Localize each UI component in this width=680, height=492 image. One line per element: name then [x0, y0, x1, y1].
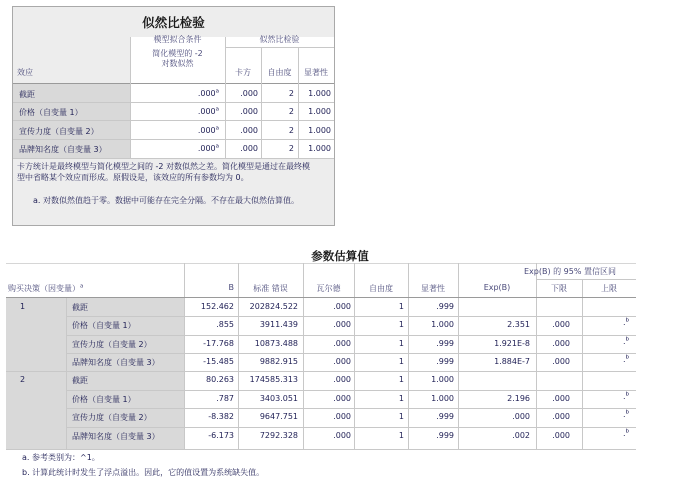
- param-row-b: 80.263: [206, 375, 234, 384]
- param-row-se: 3403.051: [259, 394, 298, 403]
- lrt-row-df: 2: [288, 144, 294, 153]
- param-row-var: 品牌知名度（自变量 3）: [72, 432, 160, 441]
- param-row-sig: 1.000: [431, 394, 454, 403]
- param-row-b: -15.485: [203, 357, 234, 366]
- param-row-upper: .$^b$: [622, 391, 629, 401]
- param-row-var: 价格（自变量 1）: [72, 395, 136, 404]
- param-row-sig: 1.000: [431, 375, 454, 384]
- lrt-footnote-a: a. 对数似然值趋于零。数据中可能存在完全分隔。不存在最大似然估算值。: [33, 196, 299, 205]
- parameter-estimates-table: [6, 263, 636, 449]
- param-row-se: 3911.439: [259, 320, 298, 329]
- lrt-row-sig: 1.000: [308, 144, 331, 153]
- lrt-header-fit-sub: 简化模型的 -2 对数似然: [152, 49, 203, 68]
- lrt-row-df: 2: [288, 126, 294, 135]
- lrt-row-ll: .000$^a$: [197, 125, 219, 135]
- param-table-title: 参数估算值: [311, 249, 369, 263]
- param-row-expb: 1.921E-8: [494, 339, 530, 348]
- lrt-row-ll: .000$^a$: [197, 143, 219, 153]
- param-row-se: 7292.328: [259, 431, 298, 440]
- param-row-wald: .000: [333, 339, 351, 348]
- param-row-b: 152.462: [200, 302, 234, 311]
- lrt-header-lrt-group: 似然比检验: [259, 35, 300, 44]
- param-header-df: 自由度: [369, 284, 393, 293]
- lrt-row-chi: .000: [240, 126, 258, 135]
- param-row-lower: .000: [552, 320, 570, 329]
- param-row-sig: .999: [436, 431, 454, 440]
- param-footnote-b: b. 计算此统计时发生了浮点溢出。因此，它的值设置为系统缺失值。: [22, 468, 265, 477]
- param-row-upper: .$^b$: [622, 409, 629, 419]
- param-row-var: 截距: [72, 376, 88, 385]
- param-row-df: 1: [398, 302, 404, 311]
- lrt-note: 卡方统计是最终模型与简化模型之间的 -2 对数似然之差。简化模型是通过在最终模型中省略某个效应而形成。原假设是，该效应的所有参数均为 0。: [17, 162, 311, 182]
- param-row-sig: .999: [436, 357, 454, 366]
- param-row-lower: .000: [552, 357, 570, 366]
- param-row-lower: .000: [552, 412, 570, 421]
- lrt-row-sig: 1.000: [308, 89, 331, 98]
- param-row-var: 宣传力度（自变量 2）: [72, 340, 152, 349]
- param-row-wald: .000: [333, 302, 351, 311]
- lrt-row-df: 2: [288, 89, 294, 98]
- param-row-b: -6.173: [208, 431, 234, 440]
- param-row-df: 1: [398, 412, 404, 421]
- param-row-lower: .000: [552, 431, 570, 440]
- param-row-df: 1: [398, 431, 404, 440]
- param-row-se: 202824.522: [249, 302, 298, 311]
- param-row-var: 品牌知名度（自变量 3）: [72, 358, 160, 367]
- param-row-expb: .000: [512, 412, 530, 421]
- lrt-row-effect: 价格（自变量 1）: [19, 108, 83, 117]
- param-row-expb: 1.884E-7: [494, 357, 530, 366]
- param-group-label: 1: [20, 302, 26, 311]
- param-row-b: .787: [216, 394, 234, 403]
- likelihood-ratio-test-table: [12, 6, 335, 226]
- param-header-lower: 下限: [551, 284, 567, 293]
- param-group-label: 2: [20, 375, 26, 384]
- param-header-upper: 上限: [601, 284, 617, 293]
- param-row-df: 1: [398, 394, 404, 403]
- param-row-df: 1: [398, 357, 404, 366]
- lrt-row-df: 2: [288, 107, 294, 116]
- param-footnote-a: a. 参考类别为：^1。: [22, 453, 100, 462]
- param-row-sig: .999: [436, 412, 454, 421]
- param-row-lower: .000: [552, 339, 570, 348]
- param-row-se: 10873.488: [254, 339, 298, 348]
- lrt-header-df: 自由度: [267, 68, 292, 77]
- param-row-lower: .000: [552, 394, 570, 403]
- param-header-se: 标准 错误: [253, 284, 288, 293]
- param-row-wald: .000: [333, 357, 351, 366]
- lrt-table-title: 似然比检验: [142, 15, 205, 30]
- param-row-upper: .$^b$: [622, 336, 629, 346]
- lrt-row-sig: 1.000: [308, 107, 331, 116]
- param-row-b: -17.768: [203, 339, 234, 348]
- lrt-row-ll: .000$^a$: [197, 106, 219, 116]
- param-row-wald: .000: [333, 320, 351, 329]
- lrt-header-chi: 卡方: [235, 68, 251, 77]
- param-row-df: 1: [398, 375, 404, 384]
- param-header-expb: Exp(B): [483, 283, 511, 292]
- param-row-df: 1: [398, 320, 404, 329]
- lrt-row-ll: .000$^a$: [197, 88, 219, 98]
- lrt-row-effect: 品牌知名度（自变量 3）: [19, 145, 107, 154]
- param-row-expb: 2.196: [507, 394, 530, 403]
- lrt-header-effect: 效应: [17, 68, 33, 77]
- param-row-wald: .000: [333, 431, 351, 440]
- lrt-header-fit-group: 模型拟合条件: [153, 35, 202, 44]
- param-row-b: .855: [216, 320, 234, 329]
- param-row-expb: 2.351: [507, 320, 530, 329]
- param-header-sig: 显著性: [421, 284, 445, 293]
- param-row-df: 1: [398, 339, 404, 348]
- param-row-wald: .000: [333, 375, 351, 384]
- param-row-var: 截距: [72, 303, 88, 312]
- lrt-row-sig: 1.000: [308, 126, 331, 135]
- param-header-b: B: [228, 283, 234, 292]
- param-header-decision: 购买决策（因变量）$^a$: [8, 283, 84, 293]
- lrt-row-effect: 截距: [19, 90, 35, 99]
- param-row-b: -8.382: [208, 412, 234, 421]
- param-row-se: 174585.313: [249, 375, 298, 384]
- param-row-se: 9882.915: [259, 357, 298, 366]
- param-row-upper: .$^b$: [622, 428, 629, 438]
- lrt-row-chi: .000: [240, 144, 258, 153]
- param-row-wald: .000: [333, 394, 351, 403]
- param-row-wald: .000: [333, 412, 351, 421]
- param-row-sig: .999: [436, 339, 454, 348]
- param-row-upper: .$^b$: [622, 354, 629, 364]
- param-header-wald: 瓦尔德: [316, 284, 341, 293]
- param-row-upper: .$^b$: [622, 317, 629, 327]
- lrt-row-chi: .000: [240, 89, 258, 98]
- param-row-expb: .002: [512, 431, 530, 440]
- param-row-sig: .999: [436, 302, 454, 311]
- param-row-sig: 1.000: [431, 320, 454, 329]
- param-header-ci-group: Exp(B) 的 95% 置信区间: [523, 267, 616, 276]
- lrt-row-chi: .000: [240, 107, 258, 116]
- param-row-se: 9647.751: [259, 412, 298, 421]
- param-row-var: 宣传力度（自变量 2）: [72, 413, 152, 422]
- param-row-var: 价格（自变量 1）: [72, 321, 136, 330]
- lrt-row-effect: 宣传力度（自变量 2）: [19, 127, 99, 136]
- lrt-header-sig: 显著性: [304, 68, 328, 77]
